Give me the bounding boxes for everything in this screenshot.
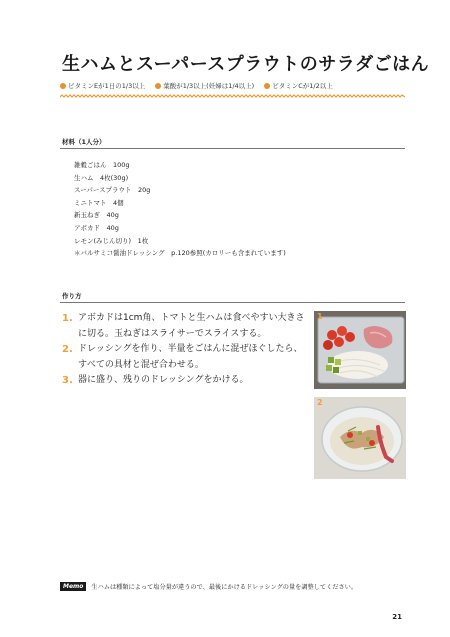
step-number: 2. — [62, 344, 73, 355]
method-steps — [62, 311, 310, 389]
nutrition-text: ビタミンEが1日の1/3以上 — [68, 82, 146, 90]
step-text: 器に盛り、残りのドレッシングをかける。 — [78, 375, 249, 385]
ingredients-rule — [60, 148, 405, 149]
orange-dot-icon — [264, 83, 270, 89]
nutrition-text: 葉酸が1/3以上(妊婦は1/4以上) — [163, 82, 255, 90]
ingredient-item: ＊バルサミコ醤油ドレッシング p.120参照(カロリーも含まれています) — [74, 249, 286, 258]
photo-number: 1 — [317, 312, 323, 321]
step-text: ドレッシングを作り、半量をごはんに混ぜほぐしたら、すべての具材と混ぜ合わせる。 — [78, 344, 303, 370]
ingredient-item: スーパースプラウト 20g — [74, 186, 151, 195]
method-heading: 作り方 — [62, 292, 82, 300]
step-number: 3. — [62, 375, 73, 386]
method-step — [62, 311, 310, 342]
step-text: アボカドは1cm角、トマトと生ハムは食べやすい大きさに切る。玉ねぎはスライサーでスライスする。 — [78, 313, 305, 339]
nutrition-badge — [60, 81, 145, 90]
ingredients-tray-icon — [314, 311, 406, 389]
orange-dot-icon — [155, 83, 161, 89]
nutrition-text: ビタミンCが1/2以上 — [272, 82, 333, 90]
ingredient-item: 生ハム 4枚(30g) — [74, 173, 129, 182]
nutrition-badge — [155, 81, 254, 90]
method-rule — [60, 302, 405, 303]
orange-dot-icon — [60, 83, 66, 89]
ingredient-item: ミニトマト 4個 — [74, 198, 124, 207]
method-step — [62, 342, 310, 373]
zigzag-divider — [60, 94, 405, 98]
ingredients-heading: 材料（1人分） — [62, 138, 106, 146]
nutrition-badge — [264, 81, 333, 90]
ingredient-item: アボカド 40g — [74, 223, 119, 232]
nutrition-badges — [60, 81, 333, 90]
recipe-title: 生ハムとスーパースプラウトのサラダごはん — [62, 54, 430, 75]
memo-badge: Memo — [60, 582, 86, 591]
memo-text: 生ハムは種類によって塩分量が違うので、最後にかけるドレッシングの量を調整してください。 — [91, 584, 358, 591]
ingredients-list — [74, 159, 286, 260]
mixing-bowl-photo — [314, 397, 406, 479]
photo-number: 2 — [317, 398, 323, 407]
method-step — [62, 373, 310, 389]
ingredient-item: レモン(みじん切り) 1枚 — [74, 236, 149, 245]
ingredient-item: 新玉ねぎ 40g — [74, 211, 119, 220]
ingredients-tray-photo — [314, 311, 406, 389]
mixing-bowl-icon — [314, 397, 406, 479]
ingredient-item: 雑穀ごはん 100g — [74, 161, 130, 169]
memo-note — [60, 582, 357, 591]
page-number: 21 — [392, 613, 402, 621]
step-number: 1. — [62, 313, 73, 324]
